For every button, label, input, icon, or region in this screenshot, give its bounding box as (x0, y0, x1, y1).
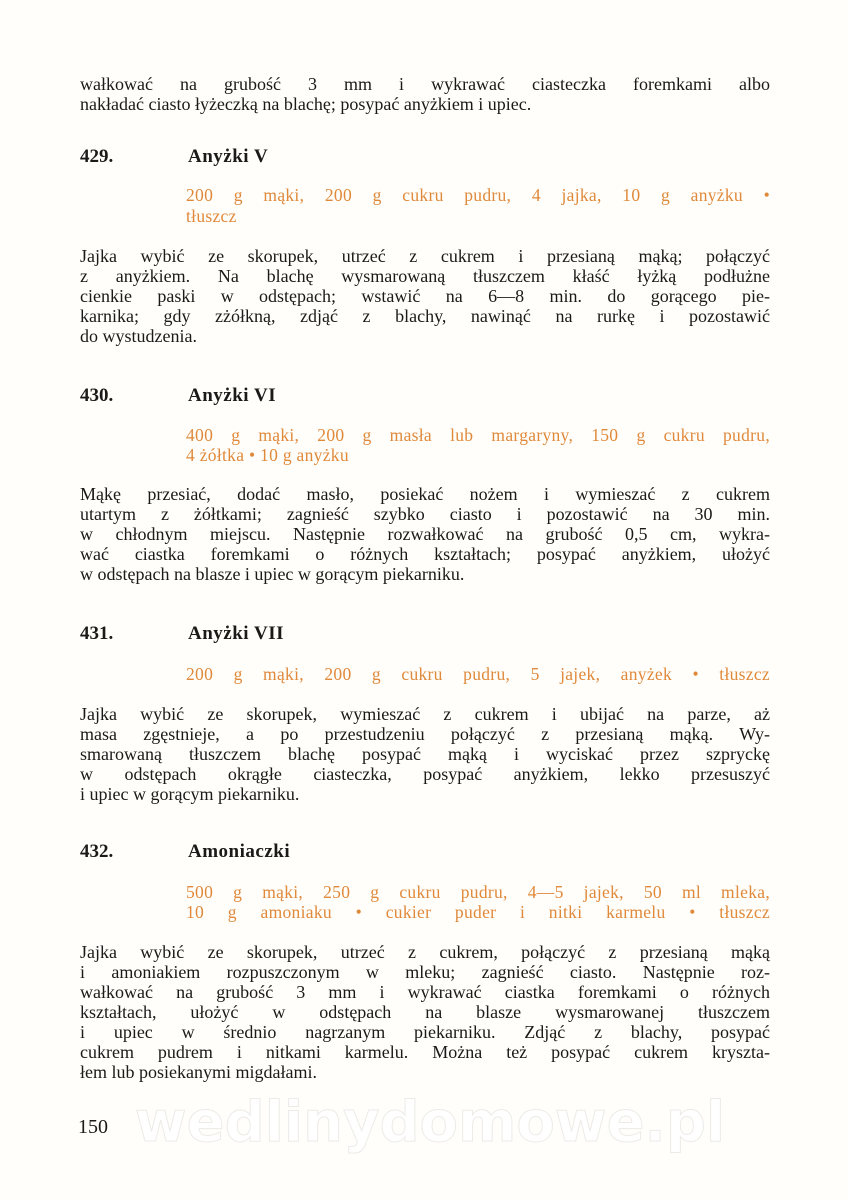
recipe-title: Anyżki VII (188, 623, 284, 644)
watermark: wedlinydomowe.pl (134, 1090, 726, 1155)
recipe-number: 432. (80, 841, 114, 862)
recipe-number: 429. (80, 146, 114, 167)
body-line: Jajka wybić ze skorupek, wymieszać z cukrem i ubijać na parze, aż (80, 704, 770, 724)
body-line: cukrem pudrem i nitkami karmelu. Można też posypać cukrem kryszta- (80, 1042, 770, 1062)
ingredients-line: 200 g mąki, 200 g cukru pudru, 5 jajek, anyżek • tłuszcz (186, 664, 770, 684)
body-line: łem lub posiekanymi migdałami. (80, 1062, 317, 1082)
body-line: wałkować na grubość 3 mm i wykrawać ciastka foremkami o różnych (80, 982, 770, 1002)
body-line: Mąkę przesiać, dodać masło, posiekać nożem i wymieszać z cukrem (80, 484, 770, 504)
body-line: w chłodnym miejscu. Następnie rozwałkować na grubość 0,5 cm, wykra- (80, 524, 770, 544)
body-line: i upiec w średnio nagrzanym piekarniku. Zdjąć z blachy, posypać (80, 1022, 770, 1042)
ingredients-line: 10 g amoniaku • cukier puder i nitki karmelu • tłuszcz (186, 902, 770, 922)
body-line: smarowaną tłuszczem blachę posypać mąką i wyciskać przez szpryckę (80, 744, 770, 764)
body-line: Jajka wybić ze skorupek, utrzeć z cukrem, połączyć z przesianą mąką (80, 942, 770, 962)
body-line: masa zgęstnieje, a po przestudzeniu połączyć z przesianą mąką. Wy- (80, 724, 770, 744)
ingredients-line: 400 g mąki, 200 g masła lub margaryny, 150 g cukru pudru, (186, 425, 770, 445)
recipe-number: 431. (80, 623, 114, 644)
body-line: w odstępach okrągłe ciasteczka, posypać anyżkiem, lekko przesuszyć (80, 764, 770, 784)
body-line: utartym z żółtkami; zagnieść szybko ciasto i pozostawić na 30 min. (80, 504, 770, 524)
body-line: kształtach, ułożyć w odstępach na blasze wysmarowanej tłuszczem (80, 1002, 770, 1022)
body-line: Jajka wybić ze skorupek, utrzeć z cukrem i przesianą mąką; połączyć (80, 246, 770, 266)
intro-line: wałkować na grubość 3 mm i wykrawać ciasteczka foremkami albo (80, 74, 770, 94)
body-line: i upiec w gorącym piekarniku. (80, 784, 300, 804)
body-line: w odstępach na blasze i upiec w gorącym piekarniku. (80, 564, 465, 584)
page-number: 150 (78, 1116, 108, 1138)
ingredients-line: tłuszcz (186, 206, 237, 226)
ingredients-line: 200 g mąki, 200 g cukru pudru, 4 jajka, 10 g anyżku • (186, 185, 770, 205)
body-line: do wystudzenia. (80, 326, 197, 346)
recipe-title: Anyżki V (188, 146, 269, 167)
intro-line: nakładać ciasto łyżeczką na blachę; posypać anyżkiem i upiec. (80, 94, 532, 114)
ingredients-line: 500 g mąki, 250 g cukru pudru, 4—5 jajek, 50 ml mleka, (186, 882, 770, 902)
body-line: z anyżkiem. Na blachę wysmarowaną tłuszczem kłaść łyżką podłużne (80, 266, 770, 286)
recipe-title: Amoniaczki (188, 841, 291, 862)
body-line: karnika; gdy zżółkną, zdjąć z blachy, nawinąć na rurkę i pozostawić (80, 306, 770, 326)
recipe-title: Anyżki VI (188, 385, 277, 406)
body-line: i amoniakiem rozpuszczonym w mleku; zagnieść ciasto. Następnie roz- (80, 962, 770, 982)
ingredients-line: 4 żółtka • 10 g anyżku (186, 445, 349, 465)
body-line: wać ciastka foremkami o różnych kształtach; posypać anyżkiem, ułożyć (80, 544, 770, 564)
body-line: cienkie paski w odstępach; wstawić na 6—8 min. do gorącego pie- (80, 286, 770, 306)
recipe-number: 430. (80, 385, 114, 406)
